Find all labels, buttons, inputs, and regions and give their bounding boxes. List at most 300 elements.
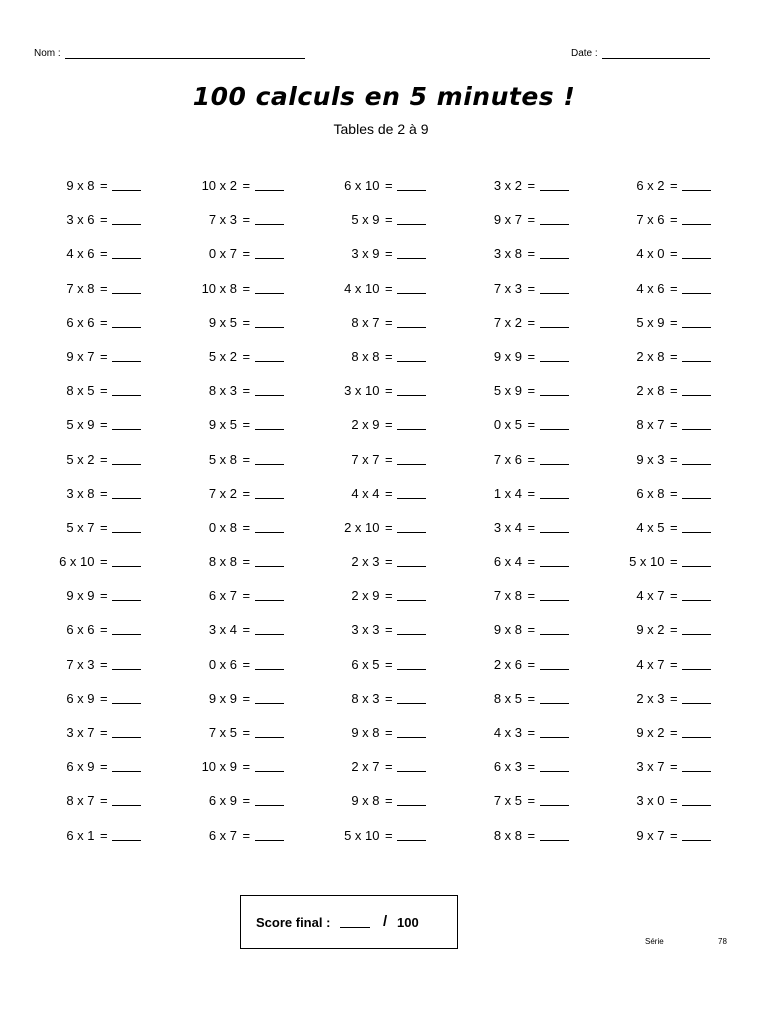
equals-sign: = [385, 314, 393, 330]
problem-item [44, 312, 187, 346]
answer-blank[interactable] [682, 395, 711, 396]
answer-blank[interactable] [397, 737, 426, 738]
problem-item [472, 790, 615, 824]
answer-blank[interactable] [255, 669, 284, 670]
problem-expression: 8 x 8 [351, 348, 380, 364]
problem-item [44, 619, 187, 653]
answer-blank[interactable] [540, 258, 569, 259]
answer-blank[interactable] [682, 498, 711, 499]
answer-blank[interactable] [255, 498, 284, 499]
answer-blank[interactable] [112, 703, 141, 704]
problem-item [187, 380, 330, 414]
answer-blank[interactable] [255, 464, 284, 465]
answer-blank[interactable] [682, 737, 711, 738]
problem-item [44, 243, 187, 277]
answer-blank[interactable] [682, 429, 711, 430]
answer-blank[interactable] [397, 771, 426, 772]
answer-blank[interactable] [682, 293, 711, 294]
answer-blank[interactable] [112, 258, 141, 259]
equals-sign: = [100, 485, 108, 501]
problem-expression: 7 x 8 [66, 280, 95, 296]
answer-blank[interactable] [397, 634, 426, 635]
answer-blank[interactable] [255, 634, 284, 635]
answer-blank[interactable] [397, 190, 426, 191]
problem-expression: 6 x 2 [636, 178, 665, 193]
answer-blank[interactable] [540, 600, 569, 601]
answer-blank[interactable] [397, 361, 426, 362]
equals-sign: = [670, 793, 678, 809]
problem-item [614, 449, 757, 483]
score-blank[interactable] [340, 927, 370, 928]
answer-blank[interactable] [255, 258, 284, 259]
problem-expression: 2 x 8 [636, 348, 665, 364]
problem-item [44, 756, 187, 790]
answer-blank[interactable] [112, 429, 141, 430]
answer-blank[interactable] [397, 429, 426, 430]
answer-blank[interactable] [540, 703, 569, 704]
answer-blank[interactable] [540, 737, 569, 738]
problem-expression: 3 x 4 [208, 622, 237, 638]
answer-blank[interactable] [682, 669, 711, 670]
problem-item [187, 585, 330, 619]
answer-blank[interactable] [540, 327, 569, 328]
problem-expression: 2 x 3 [351, 554, 380, 570]
problem-item [614, 380, 757, 414]
problem-expression: 7 x 7 [351, 451, 380, 467]
equals-sign: = [385, 759, 393, 775]
worksheet-title: 100 calculs en 5 minutes ! [192, 82, 576, 111]
problem-item [614, 551, 757, 585]
problem-item [614, 209, 757, 243]
problem-item [329, 346, 472, 380]
name-blank-line[interactable] [65, 48, 305, 59]
answer-blank[interactable] [112, 293, 141, 294]
problem-item [44, 483, 187, 517]
answer-blank[interactable] [397, 293, 426, 294]
date-field[interactable] [571, 48, 710, 59]
answer-blank[interactable] [682, 258, 711, 259]
equals-sign: = [242, 314, 251, 330]
problem-item [187, 825, 330, 859]
name-label: Nom : [34, 48, 61, 59]
problem-item [329, 619, 472, 653]
equals-sign: = [385, 212, 393, 228]
problem-item [329, 756, 472, 790]
problem-item [44, 551, 187, 585]
answer-blank[interactable] [682, 566, 711, 567]
problem-item [472, 449, 615, 483]
equals-sign: = [670, 178, 678, 193]
answer-blank[interactable] [255, 293, 284, 294]
equals-sign: = [242, 725, 251, 740]
problem-expression: 6 x 7 [208, 827, 237, 843]
equals-sign: = [242, 178, 251, 193]
problem-expression: 4 x 0 [636, 246, 665, 262]
equals-sign: = [100, 725, 108, 740]
problem-expression: 3 x 0 [636, 793, 665, 809]
problem-item [614, 517, 757, 551]
equals-sign: = [100, 212, 108, 228]
equals-sign: = [385, 690, 393, 706]
equals-sign: = [527, 759, 536, 775]
answer-blank[interactable] [682, 805, 711, 806]
answer-blank[interactable] [255, 532, 284, 533]
equals-sign: = [670, 485, 678, 501]
problem-expression: 0 x 7 [208, 246, 237, 262]
problem-item [44, 722, 187, 756]
problem-item [187, 312, 330, 346]
equals-sign: = [242, 759, 251, 775]
problem-item [614, 825, 757, 859]
answer-blank[interactable] [397, 224, 426, 225]
equals-sign: = [100, 451, 108, 467]
equals-sign: = [670, 212, 678, 228]
answer-blank[interactable] [682, 464, 711, 465]
answer-blank[interactable] [397, 669, 426, 670]
answer-blank[interactable] [112, 771, 141, 772]
problem-item [614, 483, 757, 517]
answer-blank[interactable] [397, 327, 426, 328]
score-slash: / [383, 913, 388, 930]
equals-sign: = [242, 212, 251, 228]
date-blank-line[interactable] [602, 48, 710, 59]
equals-sign: = [670, 451, 678, 467]
problem-item [44, 346, 187, 380]
problem-item [329, 278, 472, 312]
problem-item [329, 243, 472, 277]
answer-blank[interactable] [540, 669, 569, 670]
answer-blank[interactable] [682, 771, 711, 772]
problem-item [472, 346, 615, 380]
answer-blank[interactable] [682, 600, 711, 601]
answer-blank[interactable] [397, 703, 426, 704]
problem-item [614, 756, 757, 790]
problem-item [187, 619, 330, 653]
answer-blank[interactable] [255, 395, 284, 396]
problem-item [614, 790, 757, 824]
answer-blank[interactable] [682, 327, 711, 328]
problem-expression: 2 x 10 [344, 519, 380, 535]
answer-blank[interactable] [255, 361, 284, 362]
equals-sign: = [670, 725, 678, 740]
score-label: Score final : [256, 915, 331, 930]
answer-blank[interactable] [397, 600, 426, 601]
equals-sign: = [385, 417, 393, 433]
problem-expression: 4 x 6 [66, 246, 95, 262]
answer-blank[interactable] [540, 805, 569, 806]
answer-blank[interactable] [682, 532, 711, 533]
score-box [240, 895, 458, 949]
answer-blank[interactable] [540, 464, 569, 465]
problem-expression: 6 x 5 [351, 656, 380, 672]
answer-blank[interactable] [397, 464, 426, 465]
problem-item [472, 585, 615, 619]
equals-sign: = [527, 314, 536, 330]
answer-blank[interactable] [397, 566, 426, 567]
answer-blank[interactable] [112, 840, 141, 841]
equals-sign: = [100, 280, 108, 296]
problem-item [472, 312, 615, 346]
problem-expression: 5 x 9 [351, 212, 380, 228]
problem-expression: 6 x 4 [493, 554, 522, 570]
problem-expression: 4 x 7 [636, 656, 665, 672]
answer-blank[interactable] [540, 395, 569, 396]
equals-sign: = [527, 622, 536, 638]
answer-blank[interactable] [255, 771, 284, 772]
problem-item [472, 825, 615, 859]
problem-column [329, 175, 472, 859]
equals-sign: = [100, 588, 108, 604]
problem-expression: 4 x 5 [636, 519, 665, 535]
problem-expression: 8 x 5 [66, 383, 95, 399]
answer-blank[interactable] [397, 805, 426, 806]
problem-item [187, 654, 330, 688]
problem-expression: 8 x 7 [351, 314, 380, 330]
problem-item [614, 688, 757, 722]
equals-sign: = [100, 827, 108, 843]
equals-sign: = [670, 280, 678, 296]
problem-expression: 5 x 9 [66, 417, 95, 433]
problem-expression: 6 x 9 [66, 759, 95, 775]
answer-blank[interactable] [255, 566, 284, 567]
problem-item [614, 346, 757, 380]
worksheet-subtitle: Tables de 2 à 9 [333, 121, 429, 137]
problem-expression: 8 x 3 [208, 383, 237, 399]
answer-blank[interactable] [682, 224, 711, 225]
answer-blank[interactable] [540, 293, 569, 294]
problem-expression: 9 x 5 [208, 417, 237, 433]
problem-item [44, 585, 187, 619]
equals-sign: = [242, 451, 251, 467]
equals-sign: = [242, 417, 251, 433]
answer-blank[interactable] [397, 258, 426, 259]
equals-sign: = [385, 348, 393, 364]
serie-number: 78 [718, 937, 727, 946]
equals-sign: = [385, 656, 393, 672]
problem-item [329, 825, 472, 859]
problem-item [472, 517, 615, 551]
problem-expression: 7 x 6 [493, 451, 522, 467]
problem-expression: 3 x 10 [344, 383, 380, 399]
problem-expression: 9 x 7 [636, 827, 665, 843]
equals-sign: = [100, 554, 108, 570]
problem-item [187, 517, 330, 551]
equals-sign: = [242, 383, 251, 399]
answer-blank[interactable] [540, 429, 569, 430]
answer-blank[interactable] [112, 498, 141, 499]
problem-column [614, 175, 757, 859]
equals-sign: = [100, 622, 108, 638]
problem-expression: 9 x 7 [493, 212, 522, 228]
problem-expression: 0 x 6 [208, 656, 237, 672]
answer-blank[interactable] [540, 840, 569, 841]
problem-expression: 0 x 5 [493, 417, 522, 433]
problem-item [614, 414, 757, 448]
problem-expression: 3 x 3 [351, 622, 380, 638]
problem-expression: 5 x 2 [66, 451, 95, 467]
problem-item [329, 551, 472, 585]
problem-expression: 3 x 4 [493, 519, 522, 535]
problem-item [472, 414, 615, 448]
answer-blank[interactable] [397, 532, 426, 533]
equals-sign: = [527, 725, 536, 740]
problem-item [44, 688, 187, 722]
answer-blank[interactable] [112, 532, 141, 533]
equals-sign: = [527, 656, 536, 672]
problem-item [187, 278, 330, 312]
score-total: 100 [397, 915, 419, 930]
problem-item [329, 209, 472, 243]
equals-sign: = [527, 212, 536, 228]
answer-blank[interactable] [397, 395, 426, 396]
problem-expression: 6 x 10 [59, 554, 95, 570]
answer-blank[interactable] [112, 464, 141, 465]
problem-expression: 8 x 5 [493, 690, 522, 706]
problem-item [472, 722, 615, 756]
problem-expression: 3 x 8 [66, 485, 95, 501]
answer-blank[interactable] [540, 634, 569, 635]
problem-column [187, 175, 330, 859]
problem-item [44, 790, 187, 824]
equals-sign: = [385, 725, 393, 740]
answer-blank[interactable] [255, 327, 284, 328]
problem-item [44, 414, 187, 448]
problem-expression: 9 x 2 [636, 622, 665, 638]
answer-blank[interactable] [397, 840, 426, 841]
problem-expression: 2 x 3 [636, 690, 665, 706]
problem-expression: 5 x 2 [208, 348, 237, 364]
answer-blank[interactable] [397, 498, 426, 499]
name-field[interactable] [34, 48, 305, 59]
answer-blank[interactable] [112, 566, 141, 567]
answer-blank[interactable] [112, 395, 141, 396]
answer-blank[interactable] [682, 634, 711, 635]
problem-item [329, 449, 472, 483]
answer-blank[interactable] [255, 737, 284, 738]
problem-item [472, 483, 615, 517]
answer-blank[interactable] [540, 498, 569, 499]
equals-sign: = [527, 793, 536, 809]
equals-sign: = [100, 348, 108, 364]
answer-blank[interactable] [112, 805, 141, 806]
problem-item [44, 380, 187, 414]
answer-blank[interactable] [255, 703, 284, 704]
problem-expression: 9 x 7 [66, 348, 95, 364]
equals-sign: = [242, 280, 251, 296]
answer-blank[interactable] [255, 600, 284, 601]
problem-item [472, 243, 615, 277]
answer-blank[interactable] [540, 771, 569, 772]
problem-expression: 4 x 10 [344, 280, 380, 296]
equals-sign: = [100, 759, 108, 775]
problem-item [187, 756, 330, 790]
answer-blank[interactable] [682, 190, 711, 191]
problem-item [472, 688, 615, 722]
problem-item [187, 449, 330, 483]
answer-blank[interactable] [540, 224, 569, 225]
problem-item [329, 483, 472, 517]
equals-sign: = [527, 451, 536, 467]
equals-sign: = [100, 519, 108, 535]
problem-expression: 8 x 3 [351, 690, 380, 706]
problem-item [472, 654, 615, 688]
answer-blank[interactable] [112, 669, 141, 670]
answer-blank[interactable] [112, 737, 141, 738]
answer-blank[interactable] [255, 805, 284, 806]
answer-blank[interactable] [112, 600, 141, 601]
problem-expression: 7 x 2 [493, 314, 522, 330]
equals-sign: = [670, 554, 678, 570]
problem-expression: 9 x 9 [66, 588, 95, 604]
problem-item [472, 278, 615, 312]
problem-expression: 6 x 7 [208, 588, 237, 604]
answer-blank[interactable] [112, 634, 141, 635]
equals-sign: = [242, 793, 251, 809]
equals-sign: = [242, 588, 251, 604]
answer-blank[interactable] [540, 190, 569, 191]
problem-expression: 7 x 2 [208, 485, 237, 501]
problem-expression: 5 x 9 [493, 383, 522, 399]
equals-sign: = [670, 314, 678, 330]
equals-sign: = [385, 485, 393, 501]
problem-expression: 5 x 10 [344, 827, 380, 843]
problem-item [614, 243, 757, 277]
problem-expression: 9 x 8 [66, 178, 95, 193]
answer-blank[interactable] [682, 840, 711, 841]
equals-sign: = [670, 690, 678, 706]
problem-item [187, 483, 330, 517]
answer-blank[interactable] [112, 361, 141, 362]
answer-blank[interactable] [540, 361, 569, 362]
problem-item [329, 654, 472, 688]
answer-blank[interactable] [255, 190, 284, 191]
equals-sign: = [670, 656, 678, 672]
problem-item [44, 209, 187, 243]
problem-item [614, 654, 757, 688]
equals-sign: = [527, 827, 536, 843]
problem-expression: 3 x 2 [493, 178, 522, 193]
problem-item [329, 312, 472, 346]
problem-item [329, 414, 472, 448]
problem-expression: 7 x 3 [493, 280, 522, 296]
answer-blank[interactable] [112, 327, 141, 328]
problem-item [187, 175, 330, 209]
equals-sign: = [100, 314, 108, 330]
answer-blank[interactable] [540, 566, 569, 567]
answer-blank[interactable] [255, 224, 284, 225]
answer-blank[interactable] [255, 840, 284, 841]
problem-item [187, 209, 330, 243]
problem-expression: 7 x 3 [208, 212, 237, 228]
equals-sign: = [527, 554, 536, 570]
equals-sign: = [242, 246, 251, 262]
answer-blank[interactable] [682, 361, 711, 362]
equals-sign: = [242, 519, 251, 535]
problem-item [187, 243, 330, 277]
problem-item [329, 380, 472, 414]
problem-expression: 8 x 7 [636, 417, 665, 433]
problem-expression: 6 x 6 [66, 622, 95, 638]
equals-sign: = [242, 554, 251, 570]
equals-sign: = [670, 383, 678, 399]
problem-item [614, 175, 757, 209]
answer-blank[interactable] [682, 703, 711, 704]
answer-blank[interactable] [112, 224, 141, 225]
problem-expression: 6 x 8 [636, 485, 665, 501]
answer-blank[interactable] [540, 532, 569, 533]
answer-blank[interactable] [112, 190, 141, 191]
answer-blank[interactable] [255, 429, 284, 430]
